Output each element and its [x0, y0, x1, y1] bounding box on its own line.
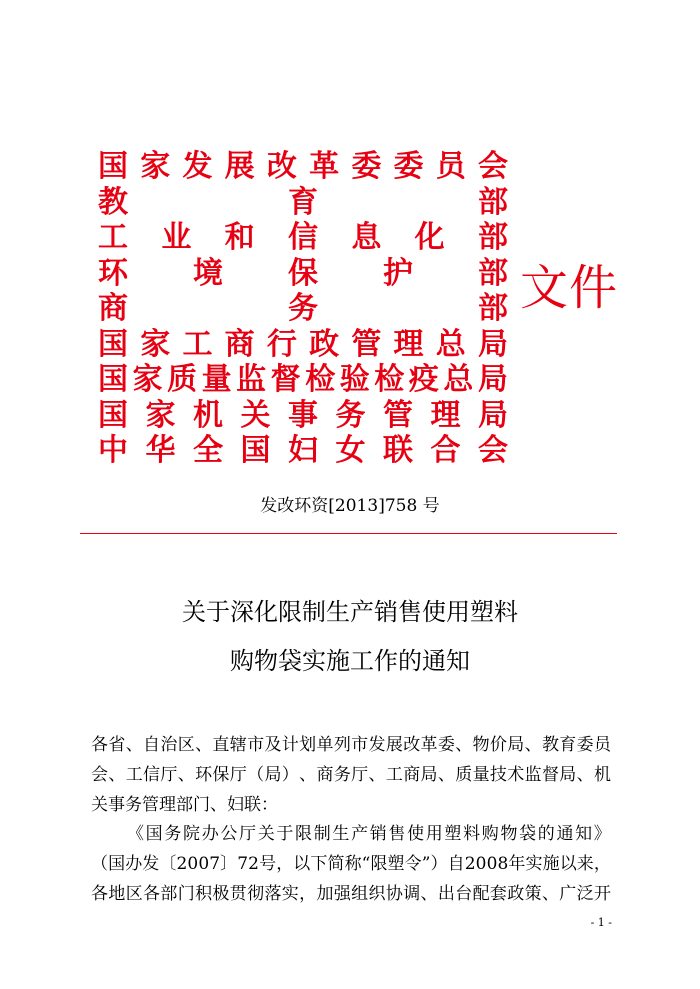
document-number: 发改环资[2013]758 号: [260, 496, 440, 516]
body-line: 会 、 工 信 厅 、 环 保 厅 （ 局 ） 、 商 务 厅 、 工 商 局 、 质 量 技 术 监 督 局 、 机: [91, 764, 611, 785]
red-divider-line: [80, 533, 617, 534]
document-title-line-1: 关于深化限制生产销售使用塑料: [182, 598, 518, 626]
document-title-line-2: 购物袋实施工作的通知: [230, 647, 470, 675]
body-text: [91, 731, 611, 910]
agency-womens-federation: 中 华 全 国 妇 女 联 合 会: [98, 433, 508, 468]
body-line: 《 国 务 院 办 公 厅 关 于 限 制 生 产 销 售 使 用 塑 料 购 物 袋 的 通 知 》: [127, 824, 611, 845]
body-line: （ 国 办 发 〔 2 0 0 7 〕 7 2 号 ， 以 下 简 称 “ 限 塑 令 ” ） 自 2 0 0 8 年 实 施 以 来 ，: [91, 854, 611, 875]
body-line: 各 地 区 各 部 门 积 极 贯 彻 落 实 ， 加 强 组 织 协 调 、 出 台 配 套 政 策 、 广 泛 开: [91, 883, 611, 904]
agency-saic: 国 家 工 商 行 政 管 理 总 局: [98, 326, 508, 362]
agency-miit: 工 业 和 信 息 化 部: [98, 220, 508, 255]
body-line: 关事务管理部门、妇联：: [91, 794, 278, 815]
agency-environment: 环 境 保 护 部: [98, 255, 508, 291]
agency-ndrc: 国 家 发 展 改 革 委 委 员 会: [98, 149, 508, 184]
issuing-agencies: [98, 149, 508, 469]
agency-commerce: 商 务 部: [98, 291, 508, 326]
agency-aqsiq: 国 家 质 量 监 督 检 验 检 疫 总 局: [98, 362, 508, 397]
document-heading-wenjian: 文件: [520, 260, 619, 316]
body-line: 各 省 、 自 治 区 、 直 辖 市 及 计 划 单 列 市 发 展 改 革 委 、 物 价 局 、 教 育 委 员: [91, 735, 611, 755]
agency-education: 教 育 部: [98, 184, 508, 220]
page-number: - 1 -: [590, 916, 612, 929]
agency-government-offices: 国 家 机 关 事 务 管 理 局: [98, 397, 508, 433]
